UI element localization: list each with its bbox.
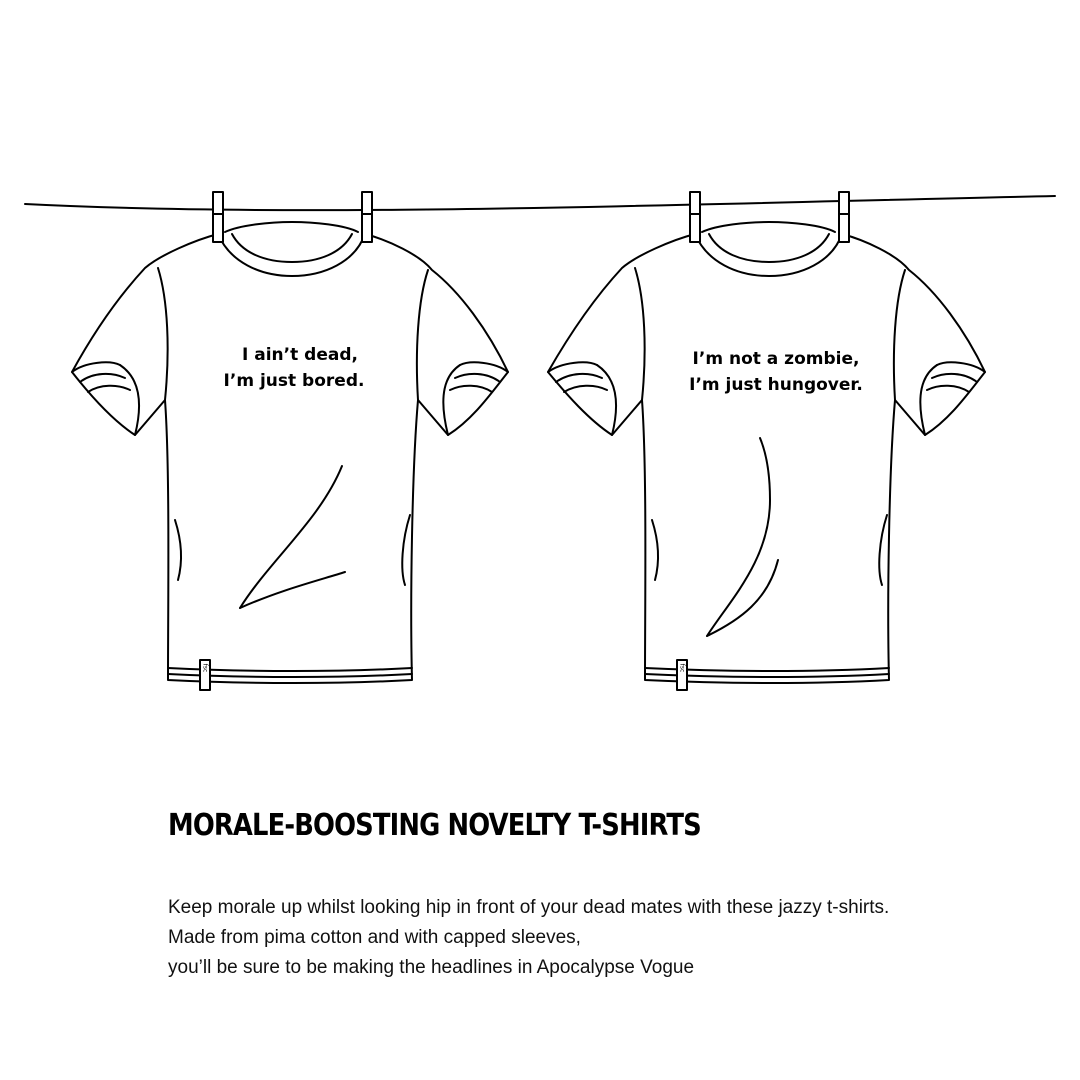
tshirt-left — [72, 222, 508, 690]
description-line-1: Keep morale up whilst looking hip in front of your dead mates with these jazzy t-shirts. — [168, 897, 890, 918]
shirt-right-line1: I’m not a zombie, — [692, 349, 860, 369]
clothesline — [25, 196, 1055, 210]
tag-right: fsc — [678, 663, 686, 673]
description-line-3: you’ll be sure to be making the headlines in Apocalypse Vogue — [168, 957, 695, 978]
headline: MORALE-BOOSTING NOVELTY T-SHIRTS — [168, 808, 701, 843]
shirt-left-line2: I’m just bored. — [223, 371, 365, 391]
tag-left: fsc — [201, 663, 209, 673]
shirt-left-line1: I ain’t dead, — [242, 345, 358, 365]
shirt-right-line2: I’m just hungover. — [689, 375, 863, 395]
description-line-2: Made from pima cotton and with capped sleeves, — [168, 927, 581, 948]
clothes-pegs — [213, 192, 849, 242]
description — [168, 893, 1048, 983]
tshirt-right — [548, 222, 985, 690]
